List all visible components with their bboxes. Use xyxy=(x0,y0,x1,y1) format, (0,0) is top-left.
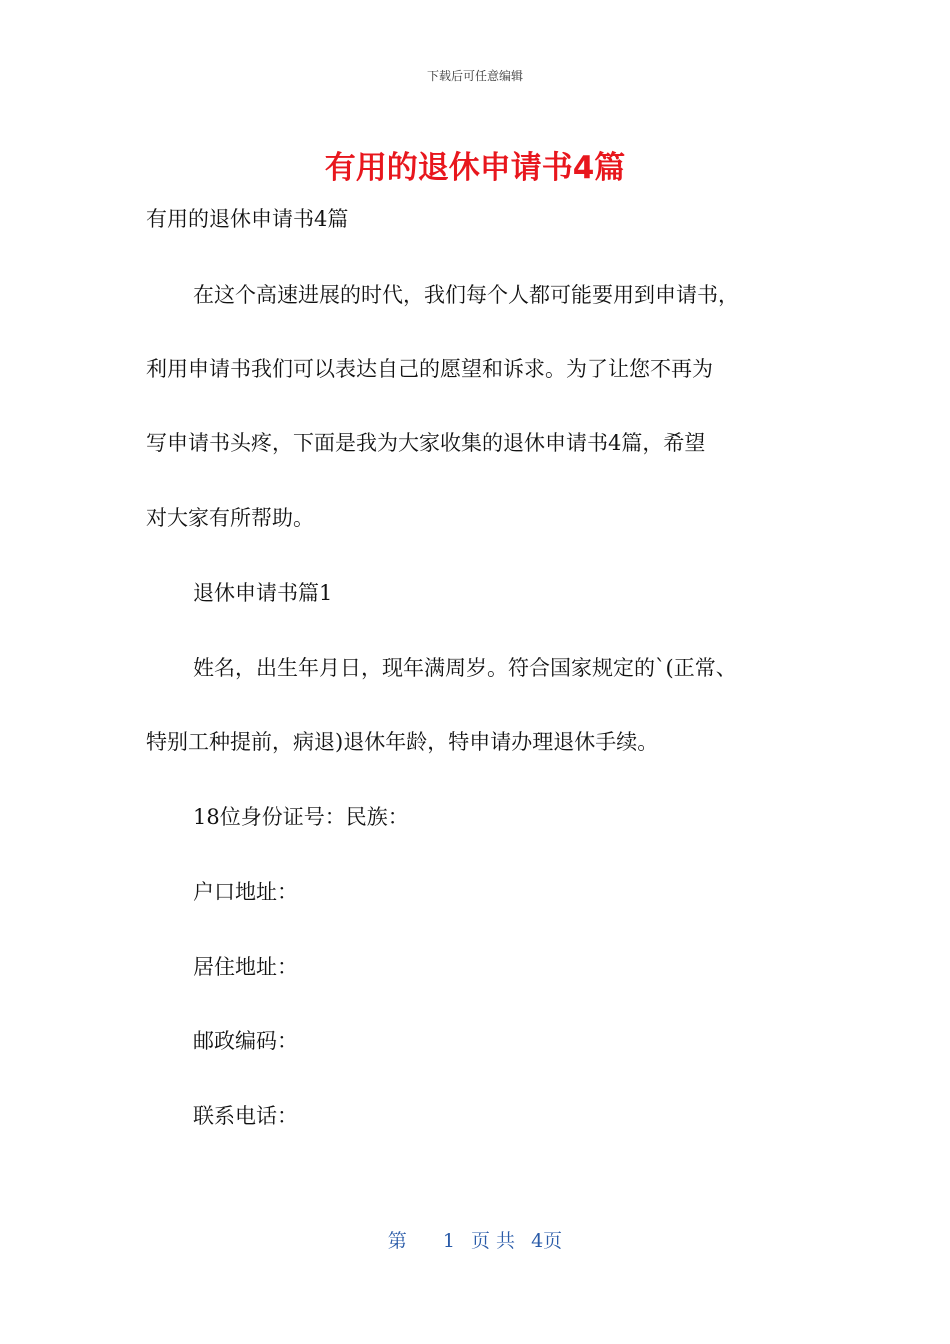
footer-current-page: 1 xyxy=(442,1230,455,1252)
paragraph-line: 写申请书头疼，下面是我为大家收集的退休申请书4篇，希望 xyxy=(146,431,706,455)
document-title: 有用的退休申请书4篇 xyxy=(324,150,626,186)
page-footer xyxy=(0,1226,950,1253)
subtitle-line: 有用的退休申请书4篇 xyxy=(146,207,349,231)
form-field-household-address: 户口地址： xyxy=(193,880,298,904)
section-heading: 退休申请书篇1 xyxy=(193,581,333,605)
header-note: 下载后可任意编辑 xyxy=(426,69,523,83)
paragraph-line: 对大家有所帮助。 xyxy=(146,506,314,530)
footer-label-page: 第 xyxy=(387,1230,407,1252)
paragraph-line: 特别工种提前，病退)退休年龄，特申请办理退休手续。 xyxy=(146,730,659,754)
paragraph-line: 在这个高速进展的时代，我们每个人都可能要用到申请书， xyxy=(193,283,739,307)
form-field-id: 18位身份证号：民族： xyxy=(193,805,409,829)
form-field-postal-code: 邮政编码： xyxy=(193,1029,298,1053)
paragraph-line: 姓名，出生年月日，现年满周岁。符合国家规定的`(正常、 xyxy=(193,656,737,680)
form-field-residential-address: 居住地址： xyxy=(193,955,298,979)
form-field-phone: 联系电话： xyxy=(193,1104,298,1128)
footer-label-of: 页 共 xyxy=(471,1230,516,1252)
paragraph-line: 利用申请书我们可以表达自己的愿望和诉求。为了让您不再为 xyxy=(146,357,713,381)
footer-total-pages: 4页 xyxy=(531,1230,563,1252)
